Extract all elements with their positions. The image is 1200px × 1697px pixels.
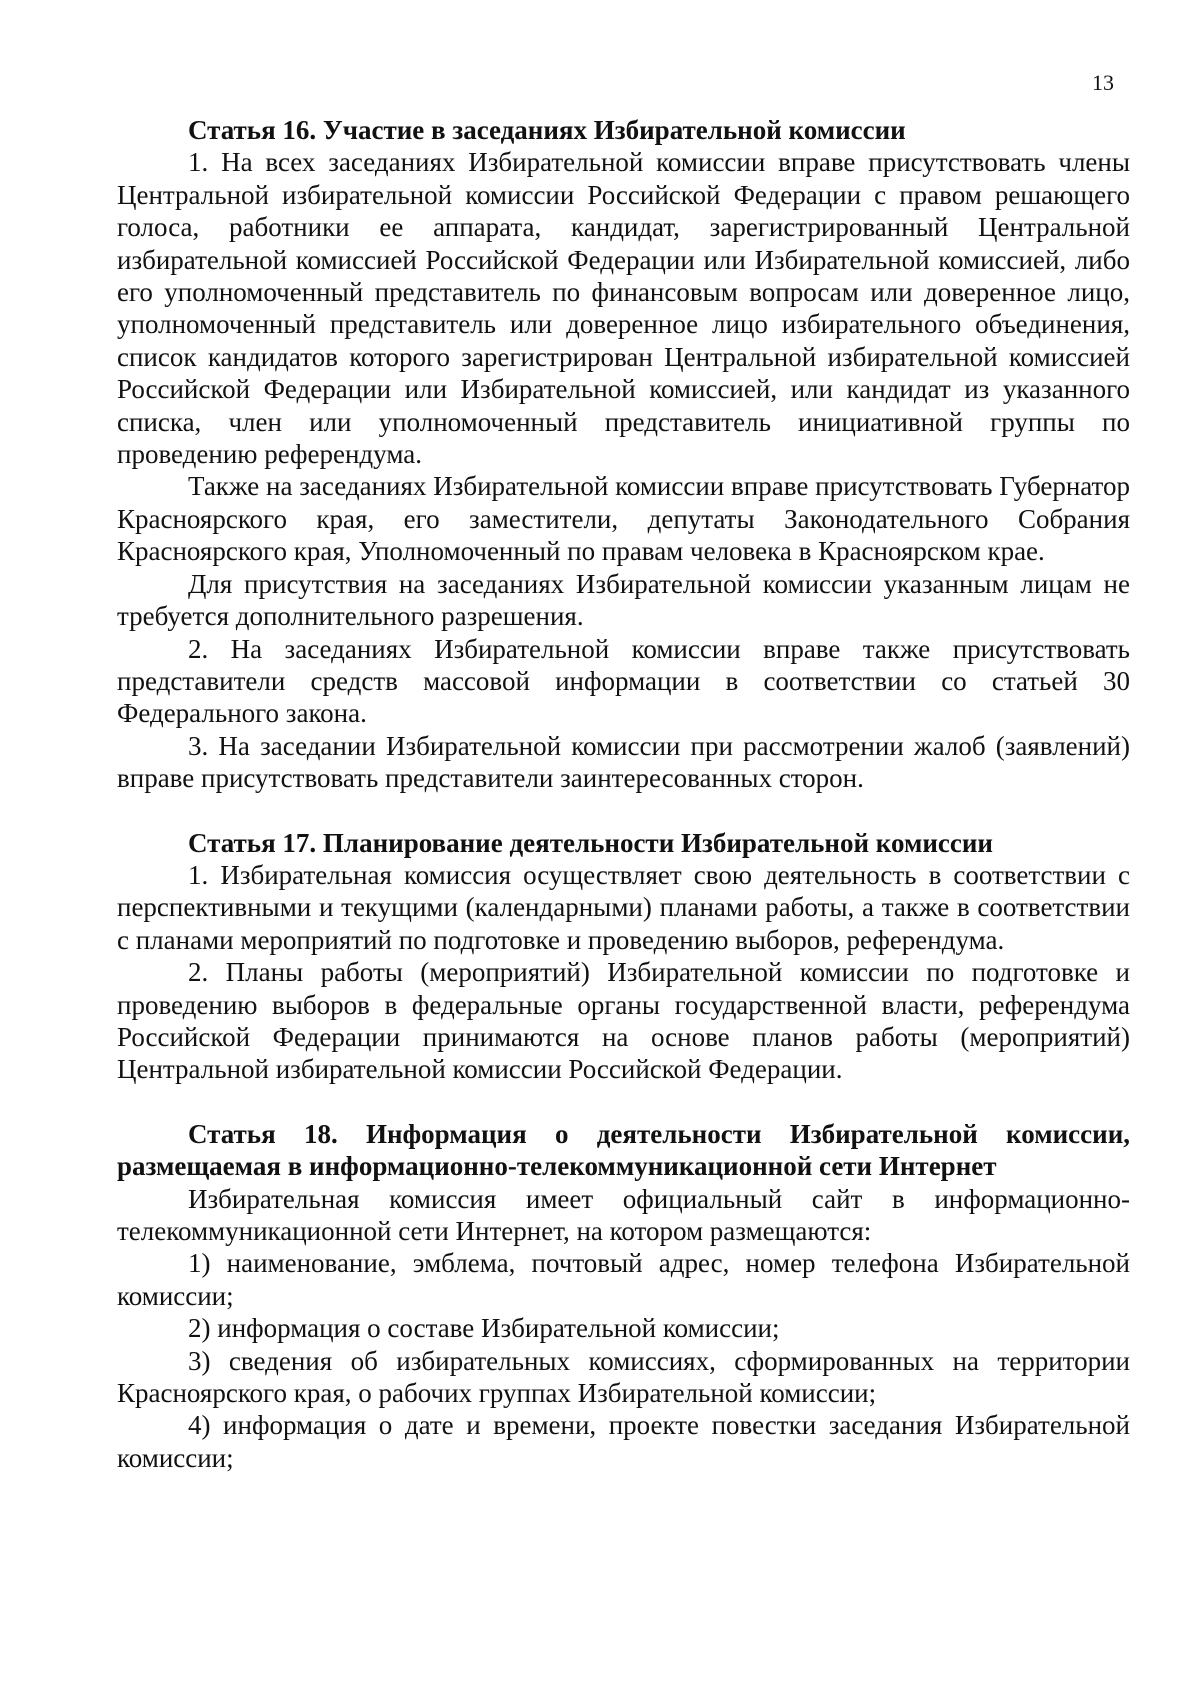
article-16-title: Статья 16. Участие в заседаниях Избирательной комиссии [188,115,906,145]
article-16 [117,114,1130,795]
article-16-paragraph-3: Для присутствия на заседаниях Избирательной комиссии указанным лицам не требуется дополнительного разрешения. [117,568,1130,632]
article-17 [117,827,1130,1086]
article-16-paragraph-5: 3. На заседании Избирательной комиссии при рассмотрении жалоб (заявлений) вправе присутствовать представители заинтересованных сторон. [117,730,1130,794]
document-body [117,114,1130,1474]
article-18 [117,1118,1130,1474]
article-18-paragraph-1: Избирательная комиссия имеет официальный сайт в информационно-телекоммуникационной сети Интернет, на котором размещаются: [117,1183,1130,1246]
article-16-paragraph-4: 2. На заседаниях Избирательной комиссии вправе также присутствовать представители средств массовой информации в соответствии со статьей 30 Федерального закона. [117,633,1130,729]
article-17-title: Статья 17. Планирование деятельности Избирательной комиссии [188,827,993,858]
article-18-paragraph-3: 2) информация о составе Избирательной комиссии; [188,1313,780,1344]
article-18-paragraph-5: 4) информация о дате и времени, проекте повестки заседания Избирательной комиссии; [117,1410,1130,1473]
article-16-paragraph-2: Также на заседаниях Избирательной комиссии вправе присутствовать Губернатор Красноярского края, его заместители, депутаты Законодательного Собрания Красноярского края, Уполномоченный по правам человека в Красноярском крае. [117,471,1130,567]
article-16-paragraph-1: 1. На всех заседаниях Избирательной комиссии вправе присутствовать члены Центральной избирательной комиссии Российской Федерации с правом решающего голоса, работники ее аппарата, кандидат, зарегистрированный Центральной избирательной комиссией Российской Федерации или Избирательной комиссией, либо его уполномоченный представитель по финансовым вопросам или доверенное лицо, уполномоченный представитель или доверенное лицо избирательного объединения, список кандидатов которого зарегистрирован Центральной избирательной комиссией Российской Федерации или Избирательной комиссией, или кандидат из указанного списка, член или уполномоченный представитель инициативной группы по проведению референдума. [117,147,1130,470]
article-18-paragraph-4: 3) сведения об избирательных комиссиях, сформированных на территории Красноярского края, о рабочих группах Избирательной комиссии; [117,1345,1130,1409]
article-18-title: Статья 18. Информация о деятельности Избирательной комиссии, размещаемая в информационно-телекоммуникационной сети Интернет [117,1118,1130,1182]
page-number: 13 [1092,70,1114,95]
article-17-paragraph-2: 2. Планы работы (мероприятий) Избирательной комиссии по подготовке и проведению выборов в федеральные органы государственной власти, референдума Российской Федерации принимаются на основе планов работы (мероприятий) Центральной избирательной комиссии Российской Федерации. [117,957,1130,1085]
article-18-paragraph-2: 1) наименование, эмблема, почтовый адрес, номер телефона Избирательной комиссии; [117,1248,1130,1311]
article-17-paragraph-1: 1. Избирательная комиссия осуществляет свою деятельность в соответствии с перспективными и текущими (календарными) планами работы, а также в соответствии с планами мероприятий по подготовке и проведению выборов, референдума. [117,859,1130,955]
